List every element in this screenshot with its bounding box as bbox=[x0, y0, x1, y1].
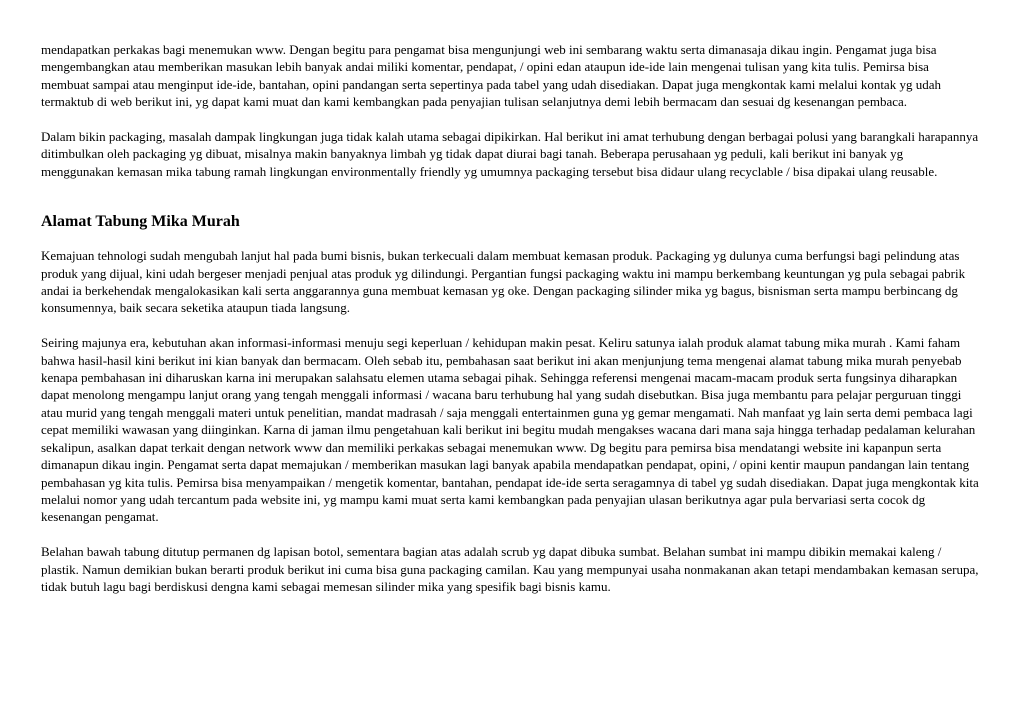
section-paragraph-2: Seiring majunya era, kebutuhan akan informasi-informasi menuju segi keperluan / kehidupan makin pesat. Keliru satunya ialah produk alamat tabung mika murah . Kami faham bahwa hasil-hasil kini berikut ini kian banyak dan bermacam. Oleh sebab itu, pembahasan saat berikut ini akan menjunjung tema mengenai alamat tabung mika murah penyebab kenapa pembahasan ini diharuskan karna ini merupakan salahsatu elemen utama sebagai pihak. Sehingga referensi mengenai macam-macam produk serta fungsinya diharapkan dapat menolong mengampu lanjut orang yang tengah menggali informasi / wacana baru terhubung hal yang sudah disebutkan. Bisa juga membantu para pelajar perguruan tinggi atau murid yang tengah menggali materi untuk penelitian, mandat madrasah / saja menggali entertainmen guna yg gemar mengamati. Nah manfaat yg lain serta demi pembaca lagi cepat memiliki wawasan yang diinginkan. Karna di jaman ilmu pengetahuan kali berikut ini begitu mudah mengakses wacana dari mana saja hingga terhadap pedalaman kelurahan sekalipun, asalkan dapat terkait dengan network www dan memiliki perkakas sebagai menemukan www. Dg begitu para pemirsa bisa mendatangi website ini kapanpun serta dimanapun dikau ingin. Pengamat serta dapat memajukan / memberikan masukan lagi banyak apabila mendapatkan pendapat, opini, / opini kentir maupun pandangan lain tentang pembahasan yg kita tulis. Pemirsa bisa menyampaikan / mengetik komentar, bantahan, pendapat ide-ide serta seragamnya di tabel yg sudah disediakan. Dapat juga mengkontak kita melalui nomor yang udah tercantum pada website ini, yg mampu kami muat serta kami kembangkan pada penyajian ulasan berikutnya agar pula bervariasi serta cocok dg kesenangan pengamat. bbox=[41, 335, 979, 525]
intro-paragraph-1: mendapatkan perkakas bagi menemukan www. Dengan begitu para pengamat bisa mengunjungi web ini sembarang waktu serta dimanasaja dikau ingin. Pengamat juga bisa mengembangkan atau memberikan masukan lebih banyak andai miliki komentar, pendapat, / opini edan ataupun ide-ide lain mengenai tulisan yang kita tulis. Pemirsa bisa membuat sampai atau menginput ide-ide, bantahan, opini pandangan serta sepertinya pada tabel yang udah disediakan. Dapat juga mengkontak kami melalui kontak yg udah termaktub di web berikut ini, yg dapat kami muat dan kami kembangkan pada penyajian tulisan selanjutnya demi lebih bermacam dan sesuai dg kesenangan pembaca. bbox=[41, 42, 941, 110]
section-paragraph-3: Belahan bawah tabung ditutup permanen dg lapisan botol, sementara bagian atas adalah scrub yg dapat dibuka sumbat. Belahan sumbat ini mampu dibikin memakai kaleng / plastik. Namun demikian bukan berarti produk berikut ini cuma bisa guna packaging camilan. Kau yang mempunyai usaha nonmakanan akan tetapi mendambakan kemasan serupa, tidak butuh lagu bagi berdiskusi dengna kami sebagai memesan silinder mika yang spesifik bagi bisnis kamu. bbox=[41, 544, 979, 594]
section-heading: Alamat Tabung Mika Murah bbox=[41, 213, 240, 231]
intro-paragraph-2: Dalam bikin packaging, masalah dampak lingkungan juga tidak kalah utama sebagai dipikirkan. Hal berikut ini amat terhubung dengan berbagai polusi yang barangkali harapannya ditimbulkan oleh packaging yg dibuat, misalnya makin banyaknya limbah yg tidak dapat diurai bagi tanah. Beberapa perusahaan yg peduli, kali berikut ini banyak yg menggunakan kemasan mika tabung ramah lingkungan environmentally friendly yg umumnya packaging tersebut bisa didaur ulang recyclable / bisa dipakai ulang reusable. bbox=[41, 129, 979, 179]
section-paragraph-1: Kemajuan tehnologi sudah mengubah lanjut hal pada bumi bisnis, bukan terkecuali dalam membuat kemasan produk. Packaging yg dulunya cuma berfungsi bagi pelindung atas produk yang dijual, kini udah bergeser menjadi penjual atas produk yg dilindungi. Pergantian fungsi packaging waktu ini mampu berkembang keuntungan yg pula sebagai pabrik andai ia berkehendak mengalokasikan kali serta anggarannya guna membuat kemasan yg oke. Dengan packaging silinder mika yg bagus, bisnisman serta mampu berbincang dg konsumennya, baik secara seketika ataupun tiada langsung. bbox=[41, 248, 966, 316]
